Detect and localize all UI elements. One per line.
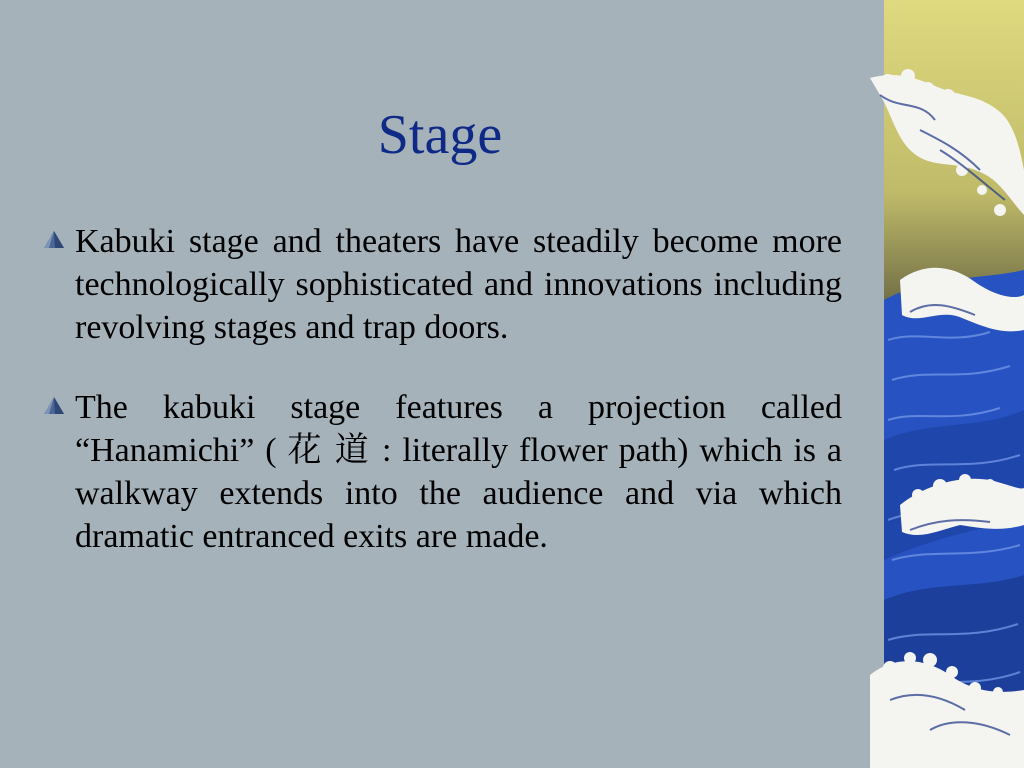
triangle-bullet-icon <box>42 227 66 251</box>
bullet-item <box>40 220 842 349</box>
bullet-item <box>40 386 842 558</box>
bullet-text: The kabuki stage features a projection called “Hanamichi” ( 花 道 : literally flower path) which is a walkway extends into the audience and via which dramatic entranced exits are made. <box>75 389 842 555</box>
wave-decoration-image <box>870 0 1024 768</box>
triangle-bullet-icon <box>42 393 66 417</box>
bullet-text: Kabuki stage and theaters have steadily become more technologically sophisticated and innovations including revolving stages and trap doors. <box>75 223 842 346</box>
bullet-list <box>40 220 842 558</box>
slide-title: Stage <box>377 104 503 166</box>
